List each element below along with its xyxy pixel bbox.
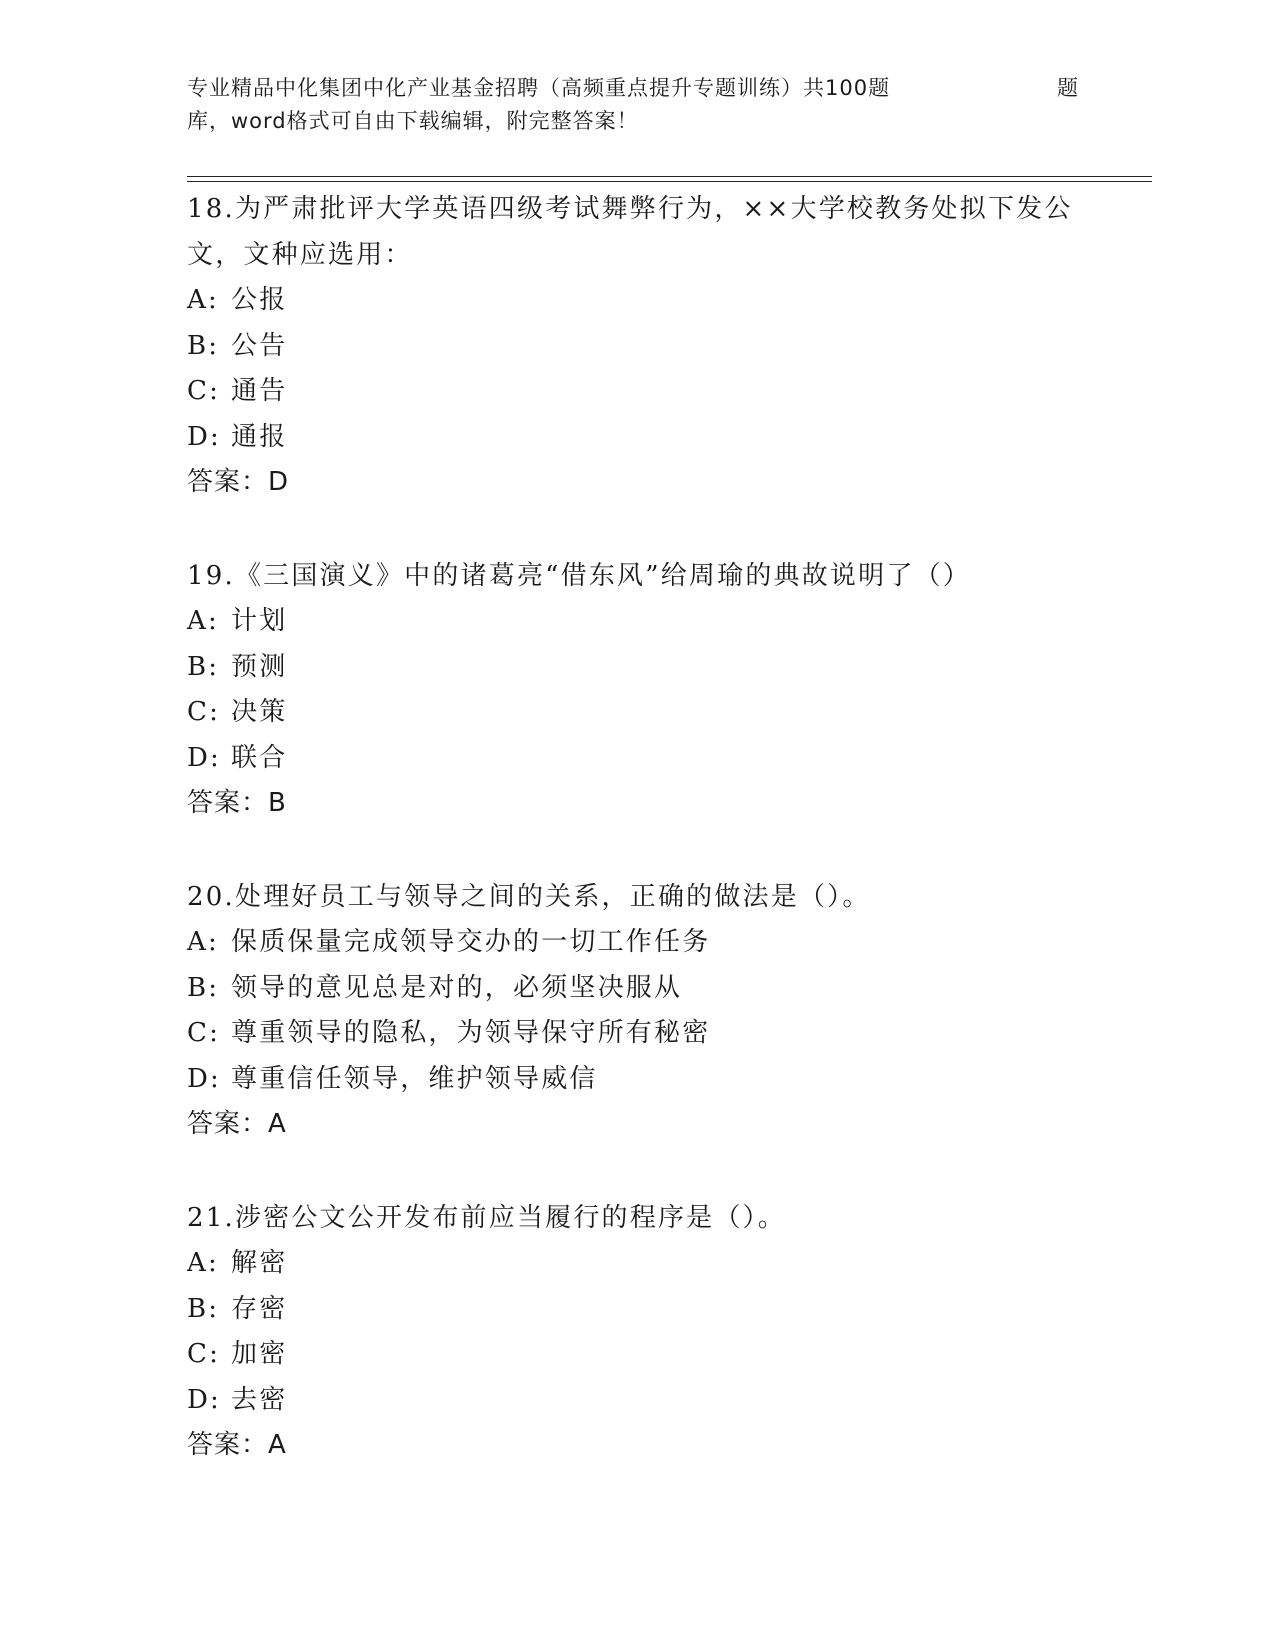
option-text: 领导的意见总是对的，必须坚决服从 bbox=[231, 972, 683, 1003]
option-key: C: bbox=[187, 1339, 221, 1369]
option-text: 存密 bbox=[231, 1293, 288, 1324]
answer-line: 答案：D bbox=[187, 467, 290, 497]
option-key: A: bbox=[187, 285, 219, 315]
option-d bbox=[187, 736, 1147, 782]
header-title: 专业精品中化集团中化产业基金招聘（高频重点提升专题训练）共100题 bbox=[187, 76, 891, 100]
option-key: B: bbox=[187, 972, 220, 1003]
option-d bbox=[187, 415, 1147, 461]
option-text: 公报 bbox=[231, 285, 288, 315]
option-text: 联合 bbox=[231, 742, 288, 773]
option-key: C: bbox=[187, 697, 221, 727]
option-key: A: bbox=[187, 1248, 219, 1278]
header-title-tail: 题 bbox=[1057, 76, 1079, 100]
option-text: 加密 bbox=[231, 1339, 288, 1369]
option-key: D: bbox=[187, 1063, 222, 1094]
question-20 bbox=[187, 875, 1147, 1148]
option-text: 决策 bbox=[231, 697, 288, 727]
header-divider-top bbox=[187, 176, 1152, 177]
option-text: 通报 bbox=[231, 421, 288, 452]
option-key: B: bbox=[187, 330, 220, 361]
question-stem: 20.处理好员工与领导之间的关系，正确的做法是（）。 bbox=[187, 881, 871, 912]
answer-line: 答案：A bbox=[187, 1109, 287, 1139]
option-b bbox=[187, 324, 1147, 370]
option-a bbox=[187, 920, 1147, 966]
header-subtitle: 库，word格式可自由下载编辑，附完整答案！ bbox=[187, 109, 639, 133]
option-text: 公告 bbox=[231, 330, 288, 361]
option-a bbox=[187, 1241, 1147, 1287]
option-text: 通告 bbox=[231, 376, 288, 406]
option-b bbox=[187, 966, 1147, 1012]
option-key: D: bbox=[187, 742, 222, 773]
option-a bbox=[187, 599, 1147, 645]
option-b bbox=[187, 1287, 1147, 1333]
option-text: 计划 bbox=[231, 606, 288, 636]
question-stem: 18.为严肃批评大学英语四级考试舞弊行为，××大学校教务处拟下发公文，文种应选用： bbox=[187, 194, 1073, 270]
option-c bbox=[187, 1332, 1147, 1378]
option-text: 尊重信任领导，维护领导威信 bbox=[231, 1063, 598, 1094]
option-text: 预测 bbox=[231, 651, 288, 682]
option-key: B: bbox=[187, 1293, 220, 1324]
question-list bbox=[187, 187, 1147, 1469]
answer-line: 答案：A bbox=[187, 1430, 287, 1460]
option-key: A: bbox=[187, 606, 219, 636]
option-d bbox=[187, 1057, 1147, 1103]
option-text: 解密 bbox=[231, 1248, 288, 1278]
option-key: C: bbox=[187, 1018, 221, 1048]
option-a bbox=[187, 278, 1147, 324]
question-18 bbox=[187, 187, 1147, 506]
option-d bbox=[187, 1378, 1147, 1424]
option-text: 尊重领导的隐私，为领导保守所有秘密 bbox=[231, 1018, 711, 1048]
question-21 bbox=[187, 1196, 1147, 1469]
header-divider-bottom bbox=[187, 181, 1152, 182]
option-c bbox=[187, 1011, 1147, 1057]
document-header bbox=[187, 72, 1087, 138]
option-text: 去密 bbox=[231, 1384, 288, 1415]
header-line bbox=[187, 72, 1087, 105]
option-key: D: bbox=[187, 421, 222, 452]
question-stem: 21.涉密公文公开发布前应当履行的程序是（）。 bbox=[187, 1202, 786, 1233]
option-key: C: bbox=[187, 376, 221, 406]
option-text: 保质保量完成领导交办的一切工作任务 bbox=[231, 927, 711, 957]
option-key: D: bbox=[187, 1384, 222, 1415]
question-19 bbox=[187, 554, 1147, 827]
option-c bbox=[187, 690, 1147, 736]
option-key: A: bbox=[187, 927, 219, 957]
answer-line: 答案：B bbox=[187, 788, 287, 818]
question-stem: 19.《三国演义》中的诸葛亮“借东风”给周瑜的典故说明了（） bbox=[187, 560, 971, 591]
option-key: B: bbox=[187, 651, 220, 682]
option-c bbox=[187, 369, 1147, 415]
option-b bbox=[187, 645, 1147, 691]
